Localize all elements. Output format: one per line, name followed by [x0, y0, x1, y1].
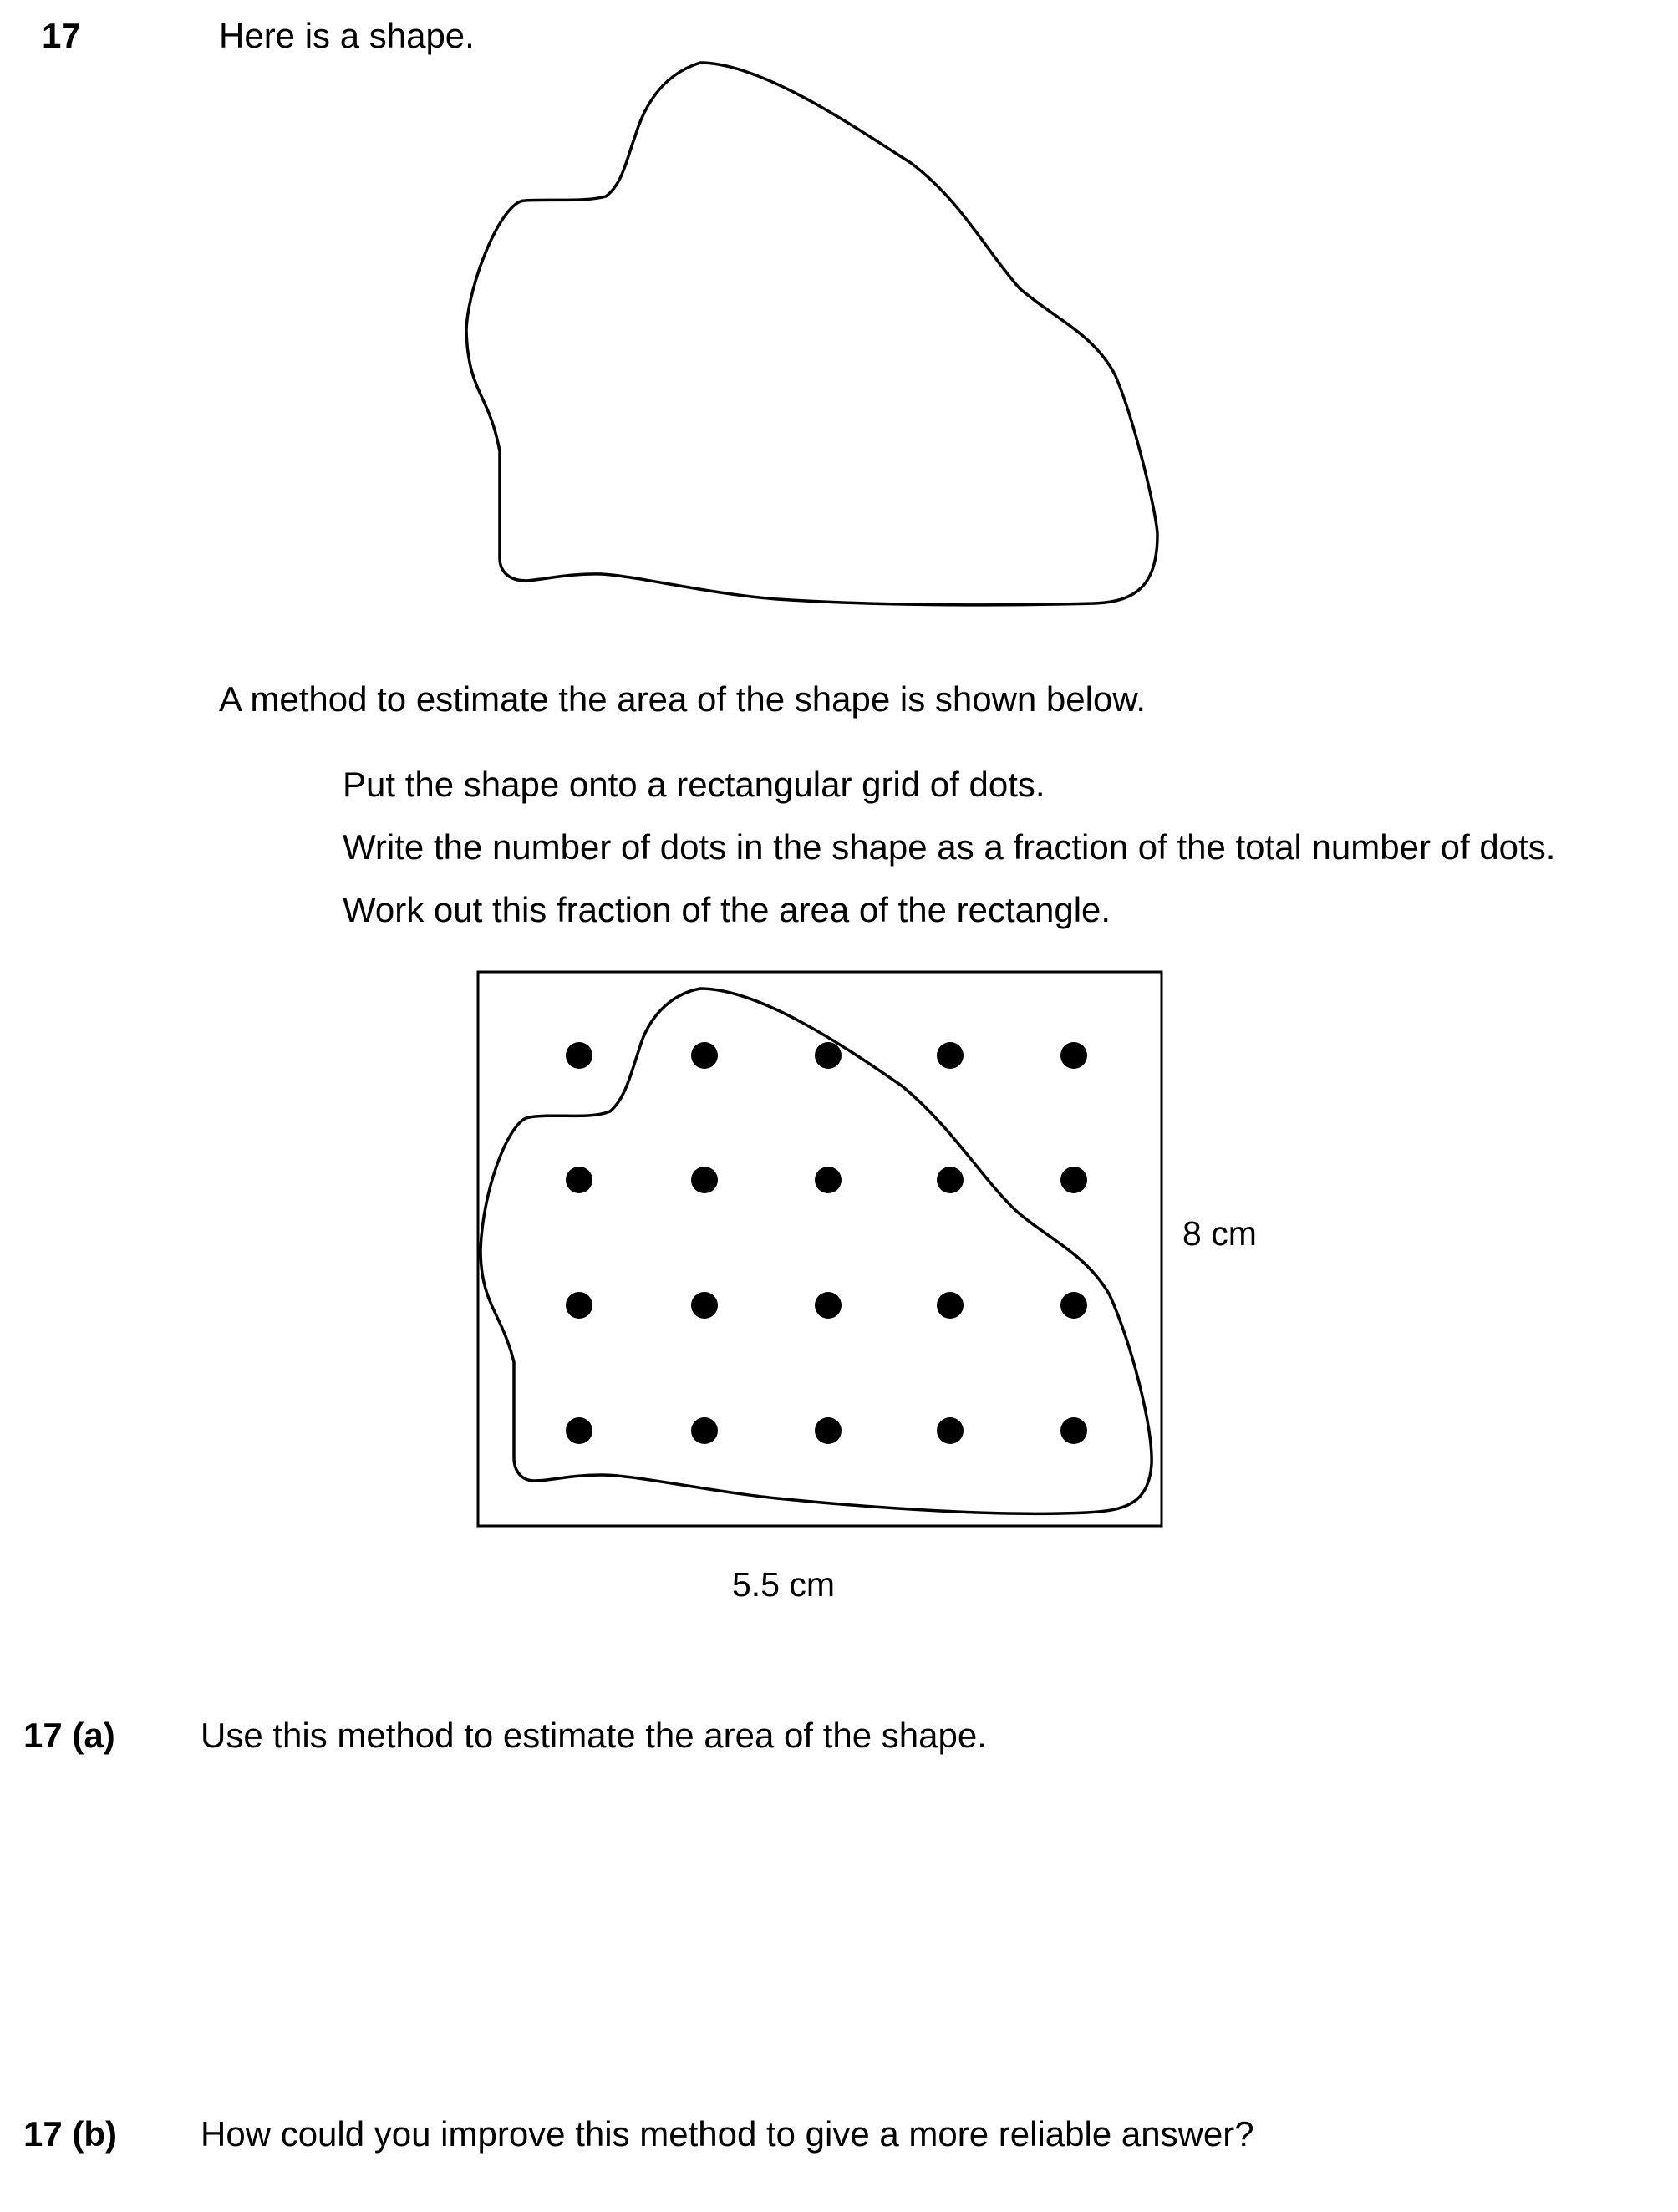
grid-dot [937, 1042, 964, 1069]
part-b-label: 17 (b) [23, 2114, 118, 2154]
grid-dot [815, 1417, 842, 1444]
grid-dot [691, 1167, 718, 1193]
method-step-2: Write the number of dots in the shape as a fraction of the total number of dots. [343, 827, 1556, 867]
grid-dot [691, 1292, 718, 1319]
method-step-1: Put the shape onto a rectangular grid of dots. [343, 765, 1045, 804]
width-label: 5.5 cm [732, 1565, 836, 1604]
question-number: 17 [42, 16, 81, 55]
part-a-text: Use this method to estimate the area of the shape. [201, 1716, 987, 1755]
height-label: 8 cm [1182, 1214, 1257, 1253]
grid-dot [566, 1042, 592, 1069]
grid-dot [815, 1292, 842, 1319]
grid-dot [566, 1167, 592, 1193]
grid-dot [691, 1042, 718, 1069]
grid-dot [1060, 1167, 1087, 1193]
grid-dot [1060, 1042, 1087, 1069]
grid-dot [937, 1292, 964, 1319]
grid-dot [566, 1292, 592, 1319]
grid-dot [937, 1417, 964, 1444]
method-step-3: Work out this fraction of the area of the rectangle. [343, 890, 1111, 929]
grid-dot [815, 1042, 842, 1069]
part-b-text: How could you improve this method to give a more reliable answer? [201, 2114, 1254, 2154]
grid-dot [815, 1167, 842, 1193]
grid-dot [1060, 1292, 1087, 1319]
grid-dot [1060, 1417, 1087, 1444]
dot-grid [566, 1042, 1087, 1444]
grid-dot [937, 1167, 964, 1193]
method-intro: A method to estimate the area of the shape is shown below. [219, 679, 1147, 719]
irregular-shape [466, 63, 1157, 605]
grid-dot [566, 1417, 592, 1444]
question-intro: Here is a shape. [219, 16, 475, 55]
grid-dot [691, 1417, 718, 1444]
part-a-label: 17 (a) [23, 1716, 115, 1755]
